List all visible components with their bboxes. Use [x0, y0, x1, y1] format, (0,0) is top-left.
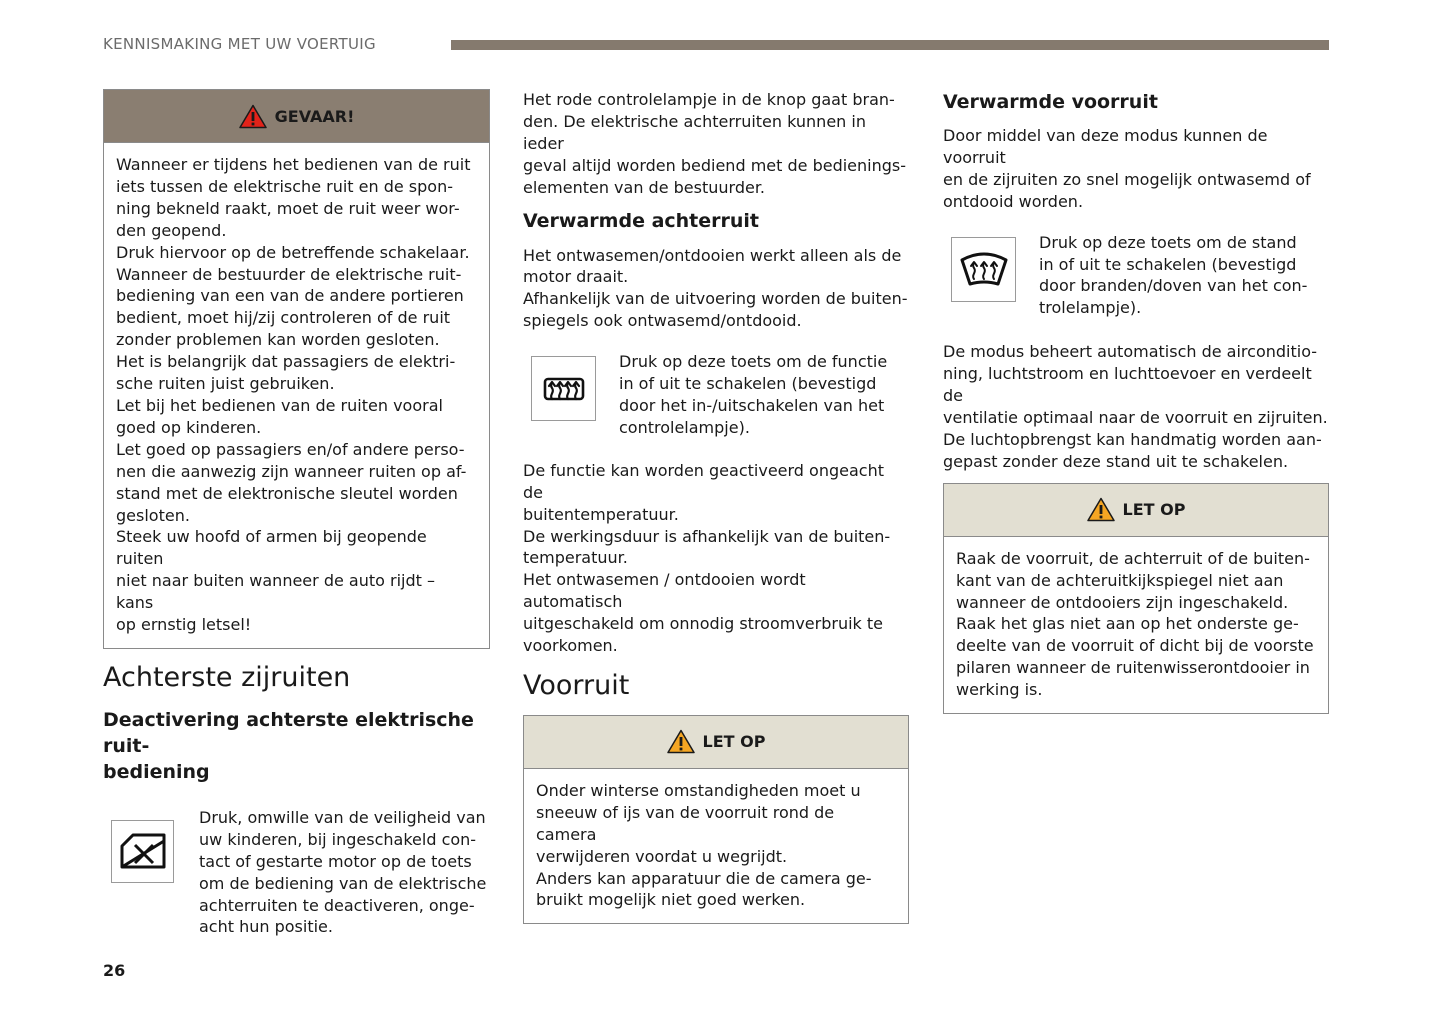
text-line: gesloten.	[116, 505, 190, 525]
mode-paragraph	[943, 341, 1329, 472]
subsection-title-heated-windscreen: Verwarmde voorruit	[943, 91, 1158, 113]
danger-box-body	[104, 143, 489, 648]
text-line: niet naar buiten wanneer de auto rijdt – kans	[116, 571, 435, 613]
danger-box	[103, 89, 490, 649]
text-line: Het ontwasemen/ontdooien werkt alleen als de	[523, 245, 902, 265]
text-line: Druk op deze toets om de stand	[1039, 232, 1297, 252]
page-number: 26	[103, 961, 126, 980]
text-line: achterruiten te deactiveren, onge-	[199, 895, 475, 915]
text-line: elementen van de bestuurder.	[523, 177, 766, 197]
text-line: Druk op deze toets om de functie	[619, 352, 888, 372]
text-line: De modus beheert automatisch de airconditio-	[943, 342, 1318, 362]
text-line: Druk, omwille van de veiligheid van	[199, 807, 486, 827]
rear-defrost-icon-frame	[531, 356, 596, 421]
section-title-rear-side-windows: Achterste zijruiten	[103, 661, 351, 693]
text-line: ning bekneld raakt, moet de ruit weer wor-	[116, 198, 460, 218]
text-line: deelte van de voorruit of dicht bij de voorste	[956, 636, 1314, 656]
text-line: den geopend.	[116, 220, 227, 240]
caution-box-body	[524, 769, 908, 923]
text-line: op ernstig letsel!	[116, 615, 252, 635]
text-line: in of uit te schakelen (bevestigd	[619, 374, 877, 394]
text-line: temperatuur.	[523, 548, 628, 568]
warning-yellow-icon	[667, 729, 695, 754]
text-line: pilaren wanneer de ruitenwisserontdooier in	[956, 658, 1310, 678]
text-line: acht hun positie.	[199, 917, 333, 937]
text-line: sche ruiten juist gebruiken.	[116, 374, 335, 394]
text-line: Door middel van deze modus kunnen de voorruit	[943, 126, 1268, 167]
text-line: werking is.	[956, 680, 1043, 700]
header-bar	[451, 40, 1329, 50]
warning-yellow-icon	[1087, 497, 1115, 522]
text-line: Wanneer er tijdens het bedienen van de ruit	[116, 155, 471, 174]
text-line: Het rode controlelampje in de knop gaat bran-	[523, 90, 895, 109]
rear-defrost-instruction	[523, 351, 909, 439]
text-line: en de zijruiten zo snel mogelijk ontwasemd of	[943, 169, 1311, 189]
text-line: door branden/doven van het con-	[1039, 276, 1308, 296]
front-defrost-text	[1039, 232, 1329, 320]
windscreen-intro-paragraph	[943, 125, 1329, 213]
text-line: wanneer de ontdooiers zijn ingeschakeld.	[956, 592, 1289, 612]
text-line: uw kinderen, bij ingeschakeld con-	[199, 829, 477, 849]
text-line: zonder problemen kan worden gesloten.	[116, 330, 440, 350]
window-lock-text	[199, 807, 490, 938]
text-line: De functie kan worden geactiveerd ongeacht de	[523, 460, 884, 502]
caution-box-title: LET OP	[1122, 500, 1186, 520]
column-left	[103, 89, 490, 938]
text-line: motor draait.	[523, 267, 629, 287]
text-line: kant van de achteruitkijkspiegel niet aan	[956, 570, 1284, 590]
subsection-title-line: bediening	[103, 760, 210, 783]
window-lock-icon-frame	[111, 820, 174, 883]
text-line: tact of gestarte motor op de toets	[199, 851, 472, 871]
caution-box-defrosters	[943, 483, 1329, 714]
text-line: stand met de elektronische sleutel worden	[116, 483, 458, 503]
text-line: om de bediening van de elektrische	[199, 873, 487, 893]
text-line: De luchtopbrengst kan handmatig worden aan-	[943, 429, 1322, 449]
text-line: ning, luchtstroom en luchttoevoer en verdeelt de	[943, 364, 1312, 406]
subsection-title-line: Deactivering achterste elektrische ruit-	[103, 708, 474, 757]
text-line: Het ontwasemen / ontdooien wordt automatisch	[523, 570, 806, 612]
front-defrost-icon	[958, 250, 1010, 288]
text-line: Let bij het bedienen van de ruiten vooral	[116, 395, 443, 415]
text-line: voorkomen.	[523, 636, 618, 656]
column-middle	[523, 89, 909, 924]
rear-defrost-icon	[543, 374, 585, 404]
caution-box-title: LET OP	[702, 732, 766, 752]
caution-box-header	[524, 716, 908, 769]
caution-box-body	[944, 537, 1328, 713]
text-line: Onder winterse omstandigheden moet u	[536, 780, 861, 800]
danger-box-title: GEVAAR!	[274, 106, 355, 126]
text-line: Let goed op passagiers en/of andere perso-	[116, 439, 465, 459]
text-line: in of uit te schakelen (bevestigd	[1039, 254, 1297, 274]
text-line: geval altijd worden bediend met de bedienings-	[523, 155, 906, 175]
text-line: spiegels ook ontwasemd/ontdooid.	[523, 311, 802, 331]
front-defrost-instruction	[943, 232, 1329, 320]
caution-box-header	[944, 484, 1328, 537]
text-line: den. De elektrische achterruiten kunnen in ieder	[523, 111, 866, 153]
text-line: Het is belangrijk dat passagiers de elektri-	[116, 352, 456, 372]
running-header: KENNISMAKING MET UW VOERTUIG	[103, 35, 376, 53]
caution-box-camera	[523, 715, 909, 924]
text-line: buitentemperatuur.	[523, 504, 679, 524]
subsection-title-heated-rear-window: Verwarmde achterruit	[523, 209, 760, 232]
text-line: Steek uw hoofd of armen bij geopende ruiten	[116, 527, 427, 569]
front-defrost-icon-frame	[951, 237, 1016, 302]
text-line: Raak de voorruit, de achterruit of de buiten-	[956, 548, 1310, 568]
function-paragraph	[523, 460, 909, 657]
text-line: bediening van een van de andere portieren	[116, 286, 464, 306]
danger-box-header	[104, 90, 489, 143]
rear-window-paragraph	[523, 245, 909, 333]
text-line: controlelampje).	[619, 417, 750, 437]
text-line: ontdooid worden.	[943, 191, 1084, 211]
text-line: goed op kinderen.	[116, 417, 262, 437]
text-line: sneeuw of ijs van de voorruit rond de camera	[536, 802, 835, 844]
text-line: verwijderen voordat u wegrijdt.	[536, 846, 788, 866]
section-title-windscreen: Voorruit	[523, 669, 630, 701]
text-line: Raak het glas niet aan op het onderste ge-	[956, 614, 1299, 634]
rear-defrost-text	[619, 351, 909, 439]
intro-paragraph	[523, 89, 909, 199]
text-line: Wanneer de bestuurder de elektrische ruit-	[116, 264, 462, 284]
text-line: uitgeschakeld om onnodig stroomverbruik te	[523, 614, 884, 634]
window-lock-instruction	[103, 807, 490, 938]
text-line: nen die aanwezig zijn wanneer ruiten op af-	[116, 461, 467, 481]
warning-red-icon	[239, 104, 267, 129]
text-line: De werkingsduur is afhankelijk van de buiten-	[523, 526, 891, 546]
text-line: trolelampje).	[1039, 298, 1142, 318]
text-line: bedient, moet hij/zij controleren of de ruit	[116, 308, 451, 328]
text-line: Druk hiervoor op de betreffende schakelaar.	[116, 242, 470, 262]
text-line: ventilatie optimaal naar de voorruit en zijruiten.	[943, 407, 1328, 427]
text-line: door het in-/uitschakelen van het	[619, 395, 885, 415]
text-line: Afhankelijk van de uitvoering worden de buiten-	[523, 289, 908, 309]
text-line: gepast zonder deze stand uit te schakelen.	[943, 451, 1289, 471]
column-right	[943, 89, 1329, 714]
text-line: Anders kan apparatuur die de camera ge-	[536, 868, 872, 888]
window-lock-icon	[119, 832, 167, 870]
text-line: iets tussen de elektrische ruit en de spon-	[116, 176, 453, 196]
text-line: bruikt mogelijk niet goed werken.	[536, 890, 806, 910]
